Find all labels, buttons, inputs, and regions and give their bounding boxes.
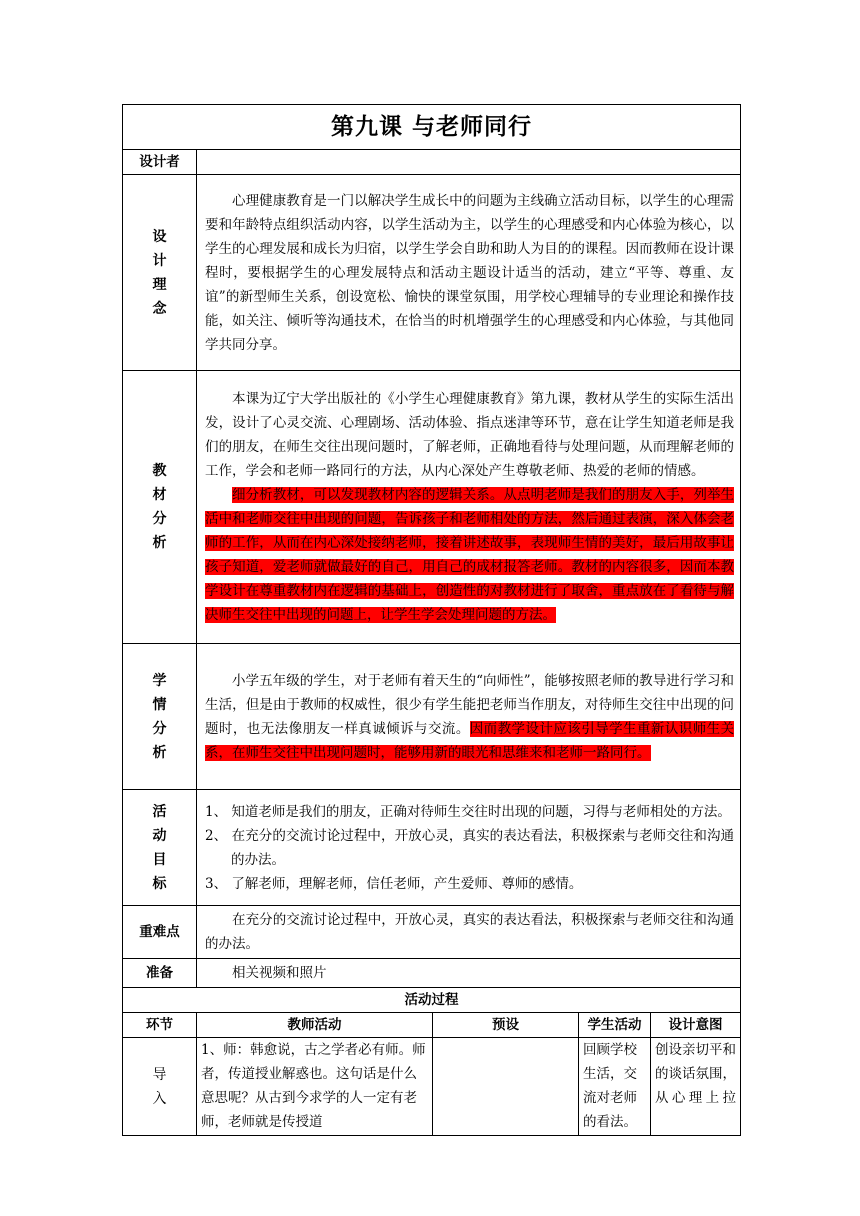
material-label: 教 材 分 析 [123, 371, 197, 644]
goals-cell [197, 790, 741, 906]
table-row [123, 1038, 741, 1136]
students-text [205, 669, 734, 765]
concept-text-cell [197, 175, 741, 371]
goal-item: 2、 在充分的交流讨论过程中，开放心灵，真实的表达看法，积极探索与老师交往和沟通的办法。 [205, 827, 735, 868]
stage-cell: 导 入 [123, 1038, 197, 1136]
goals-label: 活 动 目 标 [123, 790, 197, 906]
page-title: 第九课 与老师同行 [123, 105, 741, 150]
keypoints-cell [197, 906, 741, 959]
keypoints-text: 在充分的交流讨论过程中，开放心灵，真实的表达看法，积极探索与老师交往和沟通的办法。 [205, 912, 735, 952]
material-highlight: 细分析教材，可以发现教材内容的逻辑关系。从点明老师是我们的朋友入手，列举生活中和老师交往中出现的问题，告诉孩子和老师相处的方法，然后通过表演，深入体会老师的工作，从而在内心深处接纳老师，接着讲述故事，表现师生情的美好，最后用故事让孩子知道，爱老师就做最好的自己，用自己的成材报答老师。教材的内容很多，因而本教学设计在尊重教材内在逻辑的基础上，创造性的对教材进行了取舍，重点放在了看待与解决师生交往中出现的问题上，让学生学会处理问题的方法。 [205, 487, 735, 623]
header-student: 学生活动 [579, 1013, 651, 1038]
keypoints-label: 重难点 [123, 906, 197, 959]
prep-text: 相关视频和照片 [232, 965, 327, 981]
designer-label: 设计者 [123, 150, 197, 175]
header-intent: 设计意图 [651, 1013, 741, 1038]
students-text-highlight: 因而教学设计应该引导学生重新认识师生关系，在师生交往中出现问题时，能够用新的眼光和思维来和老师一路同行。 [205, 720, 735, 761]
process-title: 活动过程 [123, 988, 741, 1013]
designer-value [197, 150, 741, 175]
goals-list [205, 800, 734, 896]
concept-text: 心理健康教育是一门以解决学生成长中的问题为主线确立活动目标，以学生的心理需要和年龄特点组织活动内容，以学生活动为主，以学生的心理感受和内心体验为核心，以学生的心理发展和成长为归宿，以学生学会自助和助人为目的的课程。因而教师在设计课程时，要根据学生的心理发展特点和活动主题设计适当的活动，建立“平等、尊重、友谊”的新型师生关系，创设宽松、愉快的课堂氛围，用学校心理辅导的专业理论和操作技能，如关注、倾听等沟通技术，在恰当的时机增强学生的心理感受和内心体验，与其他同学共同分享。 [205, 192, 735, 353]
prep-label: 准备 [123, 959, 197, 988]
goal-item: 1、 知道老师是我们的朋友，正确对待师生交往时出现的问题，习得与老师相处的方法。 [205, 803, 731, 820]
lesson-plan [122, 104, 740, 1136]
concept-label: 设 计 理 念 [123, 175, 197, 371]
material-text-cell [197, 371, 741, 644]
students-text-cell [197, 644, 741, 790]
prep-cell [197, 959, 741, 988]
goal-item: 3、 了解老师，理解老师，信任老师，产生爱师、尊师的感情。 [205, 875, 583, 892]
design-intent: 创设亲切平和的谈话氛围，从心理上拉 [651, 1038, 741, 1136]
preset-cell [433, 1038, 579, 1136]
header-teacher: 教师活动 [197, 1013, 433, 1038]
students-text-plain: 小学五年级的学生，对于老师有着天生的“向师性”，能够按照老师的教导进行学习和生活，但是由于教师的权威性，很少有学生能把老师当作朋友，对待师生交往中出现的问题时，也无法像朋友一样真诚倾诉与交流。 [205, 672, 735, 737]
student-activity: 回顾学校生活，交流对老师的看法。 [579, 1038, 651, 1136]
material-text-2 [205, 483, 734, 627]
header-stage: 环节 [123, 1013, 197, 1038]
header-preset: 预设 [433, 1013, 579, 1038]
lesson-plan-table [122, 104, 741, 1136]
material-text-1: 本课为辽宁大学出版社的《小学生心理健康教育》第九课，教材从学生的实际生活出发，设计了心灵交流、心理剧场、活动体验、指点迷津等环节，意在让学生知道老师是我们的朋友，在师生交往出现问题时，了解老师，正确地看待与处理问题，从而理解老师的工作，学会和老师一路同行的方法，从内心深处产生尊敬老师、热爱的老师的情感。 [205, 391, 735, 479]
students-label: 学 情 分 析 [123, 644, 197, 790]
teacher-activity: 1、师：韩愈说，古之学者必有师。师者，传道授业解惑也。这句话是什么意思呢？从古到今求学的人一定有老师，老师就是传授道 [197, 1038, 433, 1136]
